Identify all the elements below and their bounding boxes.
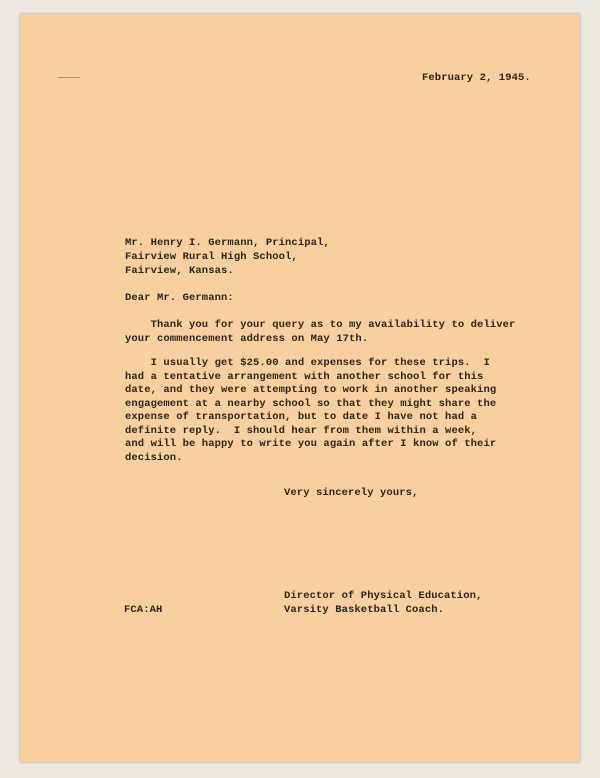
salutation: Dear Mr. Germann: [125,292,234,304]
signature-line: Director of Physical Education, [284,590,483,602]
address-line: Mr. Henry I. Germann, Principal, [125,237,330,249]
body-paragraph-1 [125,319,515,346]
paragraph-line: expense of transportation, but to date I have not had a [125,411,478,423]
signature-block [284,590,482,617]
letter-date: February 2, 1945. [422,72,531,84]
paragraph-line: engagement at a nearby school so that they might share the [125,397,497,410]
typist-initials: FCA:AH [124,604,163,616]
paragraph-line: decision. [125,451,183,464]
signature-line: Varsity Basketball Coach. [284,603,445,616]
paragraph-line: I usually get $25.00 and expenses for these trips. I [125,357,490,369]
letter-page [20,14,580,762]
paragraph-line: your commencement address on May 17th. [125,332,369,345]
paragraph-line: Thank you for your query as to my availability to deliver [125,319,516,331]
body-paragraph-2 [125,357,496,465]
paragraph-line: definite reply. I should hear from them within a week, [125,424,478,437]
paper-mark [58,77,80,78]
paragraph-line: and will be happy to write you again after I know of their [125,438,497,450]
address-line: Fairview Rural High School, [125,251,298,263]
recipient-address [125,236,330,278]
paragraph-line: date, and they were attempting to work in another speaking [125,384,497,396]
paragraph-line: had a tentative arrangement with another school for this [125,370,484,383]
address-line: Fairview, Kansas. [125,265,234,277]
closing: Very sincerely yours, [284,487,419,499]
